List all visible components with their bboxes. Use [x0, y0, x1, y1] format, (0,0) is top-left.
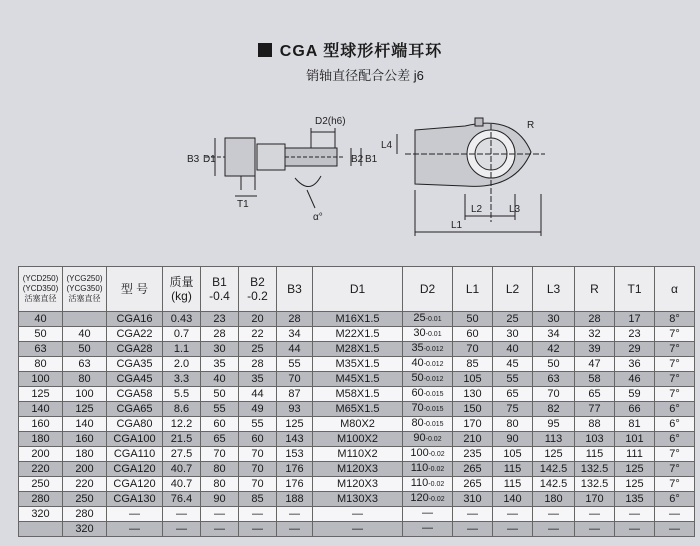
cell-d1: M28X1.5	[313, 342, 403, 357]
cell-ycd: 80	[19, 357, 63, 372]
cell-mass: 76.4	[163, 492, 201, 507]
cell-l3: 142.5	[533, 462, 575, 477]
cell-model: CGA130	[107, 492, 163, 507]
cell-b1: —	[201, 522, 239, 537]
cell-l1: —	[453, 507, 493, 522]
cell-ycg: 250	[63, 492, 107, 507]
cell-mass: 1.1	[163, 342, 201, 357]
cell-l2: 45	[493, 357, 533, 372]
cell-b1: 80	[201, 462, 239, 477]
cell-l3: 82	[533, 402, 575, 417]
cell-ycg: 140	[63, 417, 107, 432]
cell-d1: M35X1.5	[313, 357, 403, 372]
cell-mass: 40.7	[163, 462, 201, 477]
cell-l3: 180	[533, 492, 575, 507]
cell-d2: 40-0.012	[403, 357, 453, 372]
cell-l3: 50	[533, 357, 575, 372]
cell-mass: 2.0	[163, 357, 201, 372]
cell-model: CGA16	[107, 312, 163, 327]
cell-b1: 28	[201, 327, 239, 342]
cell-ycg: 320	[63, 522, 107, 537]
cell-alpha: 7°	[655, 462, 695, 477]
cell-model: CGA58	[107, 387, 163, 402]
cell-b2: 25	[239, 342, 277, 357]
cell-l1: 265	[453, 462, 493, 477]
cell-r: 39	[575, 342, 615, 357]
cell-l1: 60	[453, 327, 493, 342]
cell-b3: 188	[277, 492, 313, 507]
cell-t1: 17	[615, 312, 655, 327]
cell-d2: 110-0.02	[403, 462, 453, 477]
header-l2: L2	[493, 267, 533, 312]
cell-ycd: 220	[19, 462, 63, 477]
cell-l1: 210	[453, 432, 493, 447]
cell-t1: —	[615, 522, 655, 537]
cell-r: 88	[575, 417, 615, 432]
label-l1: L1	[451, 220, 463, 231]
table-row	[19, 357, 695, 372]
cell-d2: 70-0.015	[403, 402, 453, 417]
cell-b2: 20	[239, 312, 277, 327]
header	[0, 38, 700, 84]
label-alpha: α°	[313, 212, 323, 223]
label-l4: L4	[381, 140, 393, 151]
cell-d2: —	[403, 522, 453, 537]
cell-model: CGA120	[107, 462, 163, 477]
cell-ycg: 180	[63, 447, 107, 462]
label-l2: L2	[471, 204, 483, 215]
table-row	[19, 492, 695, 507]
cell-t1: 135	[615, 492, 655, 507]
cell-model: —	[107, 522, 163, 537]
cell-b2: —	[239, 507, 277, 522]
cell-l2: —	[493, 507, 533, 522]
cell-b3: —	[277, 507, 313, 522]
cell-ycg: 63	[63, 357, 107, 372]
cell-d2: 120-0.02	[403, 492, 453, 507]
cell-r: 65	[575, 387, 615, 402]
cell-ycg: 100	[63, 387, 107, 402]
cell-t1: 29	[615, 342, 655, 357]
cell-ycd: 40	[19, 312, 63, 327]
header-d2: D2	[403, 267, 453, 312]
cell-model: CGA100	[107, 432, 163, 447]
header-alpha: α	[655, 267, 695, 312]
cell-l1: 130	[453, 387, 493, 402]
cell-l1: 235	[453, 447, 493, 462]
cell-ycd: 100	[19, 372, 63, 387]
cell-l2: 90	[493, 432, 533, 447]
cell-r: —	[575, 522, 615, 537]
cell-l3: 34	[533, 327, 575, 342]
cell-d1: —	[313, 507, 403, 522]
cell-d2: 90-0.02	[403, 432, 453, 447]
cell-b2: 85	[239, 492, 277, 507]
cell-b2: 28	[239, 357, 277, 372]
cell-l1: 105	[453, 372, 493, 387]
cell-t1: 66	[615, 402, 655, 417]
cell-r: 77	[575, 402, 615, 417]
label-b2: B2	[351, 154, 364, 165]
cell-alpha: 7°	[655, 477, 695, 492]
cell-mass: 0.7	[163, 327, 201, 342]
cell-mass: —	[163, 507, 201, 522]
cell-l3: 142.5	[533, 477, 575, 492]
table-row	[19, 342, 695, 357]
cell-d2: 50-0.012	[403, 372, 453, 387]
cell-d2: 30-0.01	[403, 327, 453, 342]
label-b1: B1	[365, 154, 378, 165]
label-r: R	[527, 120, 535, 131]
cell-b3: 176	[277, 462, 313, 477]
cell-b2: 70	[239, 477, 277, 492]
cell-b1: 65	[201, 432, 239, 447]
cell-t1: 81	[615, 417, 655, 432]
cell-b3: 34	[277, 327, 313, 342]
cell-alpha: 7°	[655, 357, 695, 372]
cell-alpha: 6°	[655, 417, 695, 432]
cell-r: 58	[575, 372, 615, 387]
cell-r: —	[575, 507, 615, 522]
table-row	[19, 417, 695, 432]
cell-mass: 40.7	[163, 477, 201, 492]
cell-t1: 111	[615, 447, 655, 462]
cell-l2: 25	[493, 312, 533, 327]
cell-alpha: 6°	[655, 402, 695, 417]
cell-b3: 176	[277, 477, 313, 492]
cell-b3: 153	[277, 447, 313, 462]
cell-d1: M100X2	[313, 432, 403, 447]
cell-b2: 44	[239, 387, 277, 402]
label-t1: T1	[237, 199, 249, 210]
cell-l2: 40	[493, 342, 533, 357]
cell-t1: 36	[615, 357, 655, 372]
cell-l3: 42	[533, 342, 575, 357]
cell-r: 47	[575, 357, 615, 372]
table-row	[19, 522, 695, 537]
cell-mass: 3.3	[163, 372, 201, 387]
cell-ycd: 63	[19, 342, 63, 357]
cell-alpha: 8°	[655, 312, 695, 327]
cell-l1: 170	[453, 417, 493, 432]
square-bullet-icon	[258, 43, 272, 57]
cell-d1: M22X1.5	[313, 327, 403, 342]
cell-b1: 30	[201, 342, 239, 357]
header-t1: T1	[615, 267, 655, 312]
cell-b3: 87	[277, 387, 313, 402]
cell-d1: M65X1.5	[313, 402, 403, 417]
cell-r: 132.5	[575, 477, 615, 492]
cell-b1: 60	[201, 417, 239, 432]
cell-l3: 70	[533, 387, 575, 402]
cell-r: 132.5	[575, 462, 615, 477]
header-model: 型 号	[107, 267, 163, 312]
cell-ycd	[19, 522, 63, 537]
cell-b2: 55	[239, 417, 277, 432]
page-title: CGA 型球形杆端耳环	[279, 43, 443, 60]
cell-model: CGA110	[107, 447, 163, 462]
cell-b3: 28	[277, 312, 313, 327]
cell-b1: 70	[201, 447, 239, 462]
drawing-svg	[175, 104, 575, 246]
cell-d1: M80X2	[313, 417, 403, 432]
cell-l2: 115	[493, 462, 533, 477]
cell-l2: 75	[493, 402, 533, 417]
cell-l3: 63	[533, 372, 575, 387]
cell-l2: 105	[493, 447, 533, 462]
cell-ycg	[63, 312, 107, 327]
cell-l1: 265	[453, 477, 493, 492]
label-b3: B3	[187, 154, 200, 165]
cell-alpha: 7°	[655, 447, 695, 462]
cell-t1: 59	[615, 387, 655, 402]
cell-mass: 0.43	[163, 312, 201, 327]
cell-t1: 125	[615, 477, 655, 492]
cell-t1: 125	[615, 462, 655, 477]
cell-alpha: 6°	[655, 492, 695, 507]
cell-model: CGA45	[107, 372, 163, 387]
cell-alpha: 6°	[655, 432, 695, 447]
header-b3: B3	[277, 267, 313, 312]
cell-ycd: 200	[19, 447, 63, 462]
cell-l1: 310	[453, 492, 493, 507]
cell-l2: 80	[493, 417, 533, 432]
cell-b1: 90	[201, 492, 239, 507]
cell-ycg: 40	[63, 327, 107, 342]
table-row	[19, 312, 695, 327]
cell-b2: 49	[239, 402, 277, 417]
table-row	[19, 402, 695, 417]
cell-l3: —	[533, 507, 575, 522]
cell-b3: 143	[277, 432, 313, 447]
cell-b3: 55	[277, 357, 313, 372]
cell-l1: —	[453, 522, 493, 537]
cell-r: 103	[575, 432, 615, 447]
cell-alpha: 7°	[655, 387, 695, 402]
cell-mass: 21.5	[163, 432, 201, 447]
cell-ycg: 280	[63, 507, 107, 522]
cell-b1: 80	[201, 477, 239, 492]
cell-ycd: 320	[19, 507, 63, 522]
cell-ycg: 50	[63, 342, 107, 357]
cell-l3: 125	[533, 447, 575, 462]
cell-r: 170	[575, 492, 615, 507]
cell-b3: 93	[277, 402, 313, 417]
cell-l3: 113	[533, 432, 575, 447]
table-row	[19, 507, 695, 522]
label-d2h6: D2(h6)	[315, 116, 346, 127]
header-r: R	[575, 267, 615, 312]
table-row	[19, 462, 695, 477]
cell-l3: —	[533, 522, 575, 537]
cell-l2: 30	[493, 327, 533, 342]
cell-t1: —	[615, 507, 655, 522]
cell-model: CGA35	[107, 357, 163, 372]
cell-d2: 110-0.02	[403, 477, 453, 492]
cell-b3: 44	[277, 342, 313, 357]
label-l3: L3	[509, 204, 521, 215]
header-ycg: (YCG250) (YCG350) 活塞直径	[63, 267, 107, 312]
table-header-row	[19, 267, 695, 312]
cell-d2: 60-0.015	[403, 387, 453, 402]
cell-alpha: 7°	[655, 327, 695, 342]
cell-b1: 40	[201, 372, 239, 387]
cell-d2: 80-0.015	[403, 417, 453, 432]
cell-r: 28	[575, 312, 615, 327]
cell-model: CGA28	[107, 342, 163, 357]
cell-model: —	[107, 507, 163, 522]
cell-l2: —	[493, 522, 533, 537]
cell-t1: 101	[615, 432, 655, 447]
cell-b2: 60	[239, 432, 277, 447]
cell-t1: 23	[615, 327, 655, 342]
cell-ycg: 220	[63, 477, 107, 492]
cell-b3: 125	[277, 417, 313, 432]
cell-l3: 95	[533, 417, 575, 432]
page-subtitle: 销轴直径配合公差 j6	[306, 68, 424, 83]
table-row	[19, 432, 695, 447]
cell-mass: 8.6	[163, 402, 201, 417]
header-b1: B1 -0.4	[201, 267, 239, 312]
cell-d1: M110X2	[313, 447, 403, 462]
cell-d1: M130X3	[313, 492, 403, 507]
cell-mass: 5.5	[163, 387, 201, 402]
cell-ycd: 160	[19, 417, 63, 432]
cell-b1: 35	[201, 357, 239, 372]
cell-l2: 115	[493, 477, 533, 492]
table-row	[19, 447, 695, 462]
table-row	[19, 372, 695, 387]
cell-l1: 150	[453, 402, 493, 417]
cell-l1: 50	[453, 312, 493, 327]
cell-b2: 22	[239, 327, 277, 342]
cell-ycg: 160	[63, 432, 107, 447]
cell-b3: —	[277, 522, 313, 537]
cell-b1: 50	[201, 387, 239, 402]
header-b2: B2 -0.2	[239, 267, 277, 312]
cell-r: 115	[575, 447, 615, 462]
cell-l1: 70	[453, 342, 493, 357]
cell-r: 32	[575, 327, 615, 342]
cell-alpha: —	[655, 507, 695, 522]
cell-l3: 30	[533, 312, 575, 327]
cell-ycg: 80	[63, 372, 107, 387]
cell-alpha: 7°	[655, 342, 695, 357]
cell-b2: 70	[239, 462, 277, 477]
cell-l1: 85	[453, 357, 493, 372]
technical-drawing	[175, 104, 575, 246]
header-d1: D1	[313, 267, 403, 312]
cell-model: CGA22	[107, 327, 163, 342]
cell-ycg: 125	[63, 402, 107, 417]
cell-ycd: 50	[19, 327, 63, 342]
cell-mass: 27.5	[163, 447, 201, 462]
cell-l2: 65	[493, 387, 533, 402]
cell-b2: 35	[239, 372, 277, 387]
cell-d2: —	[403, 507, 453, 522]
label-d1: D1	[203, 154, 216, 165]
spec-table-wrap	[18, 266, 684, 537]
cell-alpha: —	[655, 522, 695, 537]
cell-d2: 25-0.01	[403, 312, 453, 327]
cell-ycd: 140	[19, 402, 63, 417]
cell-model: CGA80	[107, 417, 163, 432]
cell-d1: M16X1.5	[313, 312, 403, 327]
title-row	[0, 38, 700, 61]
cell-d1: M120X3	[313, 477, 403, 492]
cell-b1: —	[201, 507, 239, 522]
table-row	[19, 327, 695, 342]
cell-ycg: 200	[63, 462, 107, 477]
cell-d2: 100-0.02	[403, 447, 453, 462]
cell-mass: 12.2	[163, 417, 201, 432]
cell-ycd: 125	[19, 387, 63, 402]
cell-b3: 70	[277, 372, 313, 387]
cell-model: CGA65	[107, 402, 163, 417]
spec-table	[18, 266, 695, 537]
cell-b2: —	[239, 522, 277, 537]
cell-l2: 140	[493, 492, 533, 507]
cell-l2: 55	[493, 372, 533, 387]
header-l1: L1	[453, 267, 493, 312]
cell-t1: 46	[615, 372, 655, 387]
cell-ycd: 280	[19, 492, 63, 507]
cell-b1: 55	[201, 402, 239, 417]
cell-mass: —	[163, 522, 201, 537]
cell-ycd: 250	[19, 477, 63, 492]
table-row	[19, 477, 695, 492]
cell-d1: M45X1.5	[313, 372, 403, 387]
cell-d1: M58X1.5	[313, 387, 403, 402]
cell-model: CGA120	[107, 477, 163, 492]
cell-d2: 35-0.012	[403, 342, 453, 357]
cell-d1: M120X3	[313, 462, 403, 477]
cell-b2: 70	[239, 447, 277, 462]
cell-alpha: 7°	[655, 372, 695, 387]
header-ycd: (YCD250) (YCD350) 活塞直径	[19, 267, 63, 312]
cell-d1: —	[313, 522, 403, 537]
cell-b1: 23	[201, 312, 239, 327]
header-l3: L3	[533, 267, 575, 312]
table-row	[19, 387, 695, 402]
header-mass: 质量 (kg)	[163, 267, 201, 312]
cell-ycd: 180	[19, 432, 63, 447]
